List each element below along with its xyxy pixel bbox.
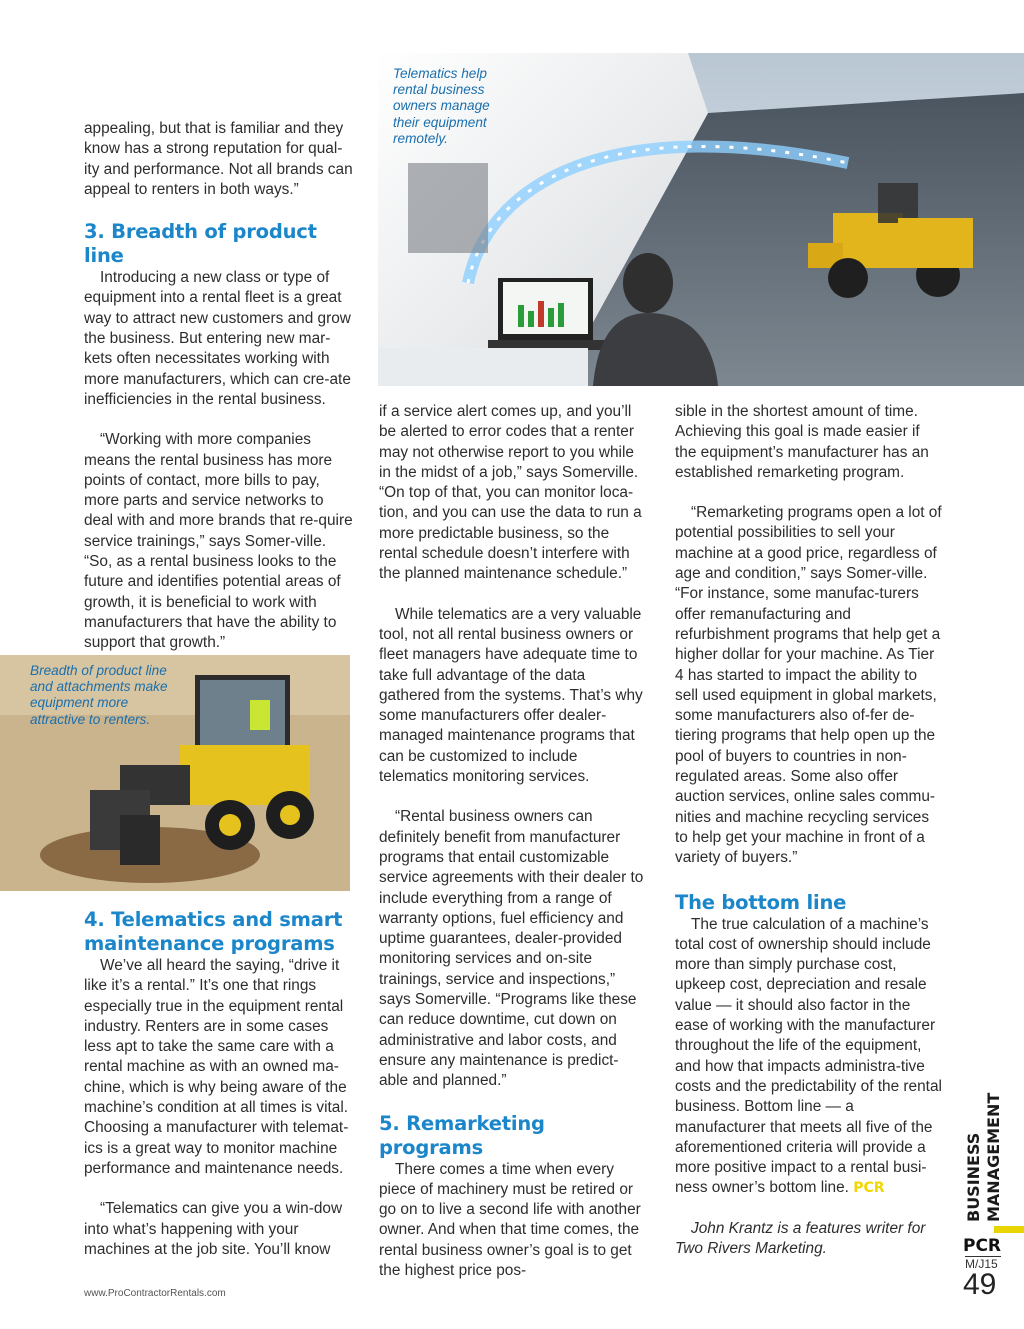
telematics-caption: Telematics help rental business owners manage their equipment remotely.	[393, 66, 490, 146]
column-3	[675, 402, 943, 1259]
paragraph: We’ve all heard the saying, “drive it like it’s a rental.” It’s one that rings especially true in the equipment rental industry. Renters are in some cases less apt to take the same care with a rental machine as with an owned ma-chine, which is why being aware of the machine’s condition at all times is vital. Choosing a manufacturer with telemat-ics is a great way to monitor machine performance and maintenance needs.	[84, 957, 349, 1177]
paragraph: Introducing a new class or type of equipment into a rental fleet is a great way to attract new customers and grow the business. But entering new mar-kets often necessitates working with more manufacturers, which can cre-ate inefficiencies in the rental business.	[84, 269, 351, 408]
paragraph: appealing, but that is familiar and they know has a strong reputation for qual-ity and performance. Not all brands can appeal to renters in both ways.”	[84, 120, 353, 198]
paragraph: While telematics are a very valuable tool, not all rental business owners or fleet managers have adequate time to take full advantage of the data gathered from the systems. That’s why some manufacturers offer dealer-managed maintenance programs that can be customized to include telematics monitoring services.	[379, 605, 643, 786]
paragraph: “Remarketing programs open a lot of potential possibilities to sell your machine at a good price, regardless of age and condition,” says Somer-ville. “For instance, some manufac-turers offer remanufacturing and refurbishment programs that help get a higher dollar for your machine. As Tier 4 has started to impact the ability to sell used equipment in global markets, some manufacturers also of-fer de-tiering programs that help open up the pool of buyers to countries in non-regulated areas. Some also offer auction services, online sales commu-nities and machine recycling services to help get your machine in front of a variety of buyers.”	[675, 504, 942, 867]
paragraph: “Telematics can give you a win-dow into what’s happening with your machines at the job site. You’ll know	[84, 1200, 343, 1258]
page-number: 49	[963, 1268, 997, 1301]
paragraph: “Working with more companies means the rental business has more points of contact, more bills to pay, more parts and service networks to deal with and more brands that re-quire service trainings,” says Somer-ville. “So, as a rental business looks to the future and identifies potential areas of growth, it is beneficial to work with manufacturers that have the ability to support that growth.”	[84, 431, 353, 652]
column-1-lower	[84, 908, 354, 1260]
end-mark: PCR	[853, 1180, 885, 1197]
column-1	[84, 119, 354, 654]
section-heading-4: 4. Telematics and smart maintenance programs	[84, 908, 343, 955]
magazine-logo: PCR	[963, 1236, 1002, 1256]
section-heading-3: 3. Breadth of product line	[84, 220, 317, 268]
paragraph: There comes a time when every piece of machinery must be retired or go on to live a second life with another owner. And when that time comes, the rental business owner’s goal is to get the highest price pos-	[379, 1160, 641, 1279]
footer-url: www.ProContractorRentals.com	[84, 1288, 226, 1299]
section-heading-5: 5. Remarketing programs	[379, 1111, 545, 1159]
bottom-line-text: The true calculation of a machine’s total cost of ownership should include more than simply purchase cost, upkeep cost, depreciation and resale value — it should also factor in the ease of working with the manufacturer throughout the life of the equipment, and how that impacts administra-tive costs and the predictability of the rental business. Bottom line — a manufacturer that meets all five of the aforementioned criteria will provide a more positive impact to a rental busi-ness owner’s bottom line.	[675, 915, 942, 1197]
section-label-line1: BUSINESS	[964, 1132, 983, 1222]
accent-bar	[994, 1226, 1024, 1233]
breadth-caption: Breadth of product line and attachments make equipment more attractive to renters.	[30, 663, 168, 727]
column-2	[379, 402, 647, 1281]
author-byline: John Krantz is a features writer for Two Rivers Marketing.	[675, 1219, 926, 1257]
section-label	[960, 1090, 1020, 1230]
section-heading-bottom-line: The bottom line	[675, 890, 847, 914]
paragraph: “Rental business owners can definitely benefit from manufacturer programs that entail customizable service agreements with their dealer to include everything from a range of warranty options, fuel efficiency and uptime guarantees, dealer-provided monitoring services and on-site trainings, service and inspections,” says Somerville. “Programs like these can reduce downtime, cut down on administrative and labor costs, and ensure any maintenance is predict-able and planned.”	[379, 808, 644, 1090]
paragraph: sible in the shortest amount of time. Achieving this goal is made easier if the equipment’s manufacturer has an established remarketing program.	[675, 403, 929, 481]
paragraph	[675, 915, 943, 1199]
section-label-line2: MANAGEMENT	[984, 1092, 1003, 1222]
paragraph: if a service alert comes up, and you’ll be alerted to error codes that a renter may not otherwise report to you while in the midst of a job,” says Somerville. “On top of that, you can monitor loca-tion, and you can use the data to run a more predictable business, so the rental schedule doesn’t interfere with the planned maintenance schedule.”	[379, 403, 642, 583]
issue-label: M/J15	[965, 1256, 1001, 1271]
